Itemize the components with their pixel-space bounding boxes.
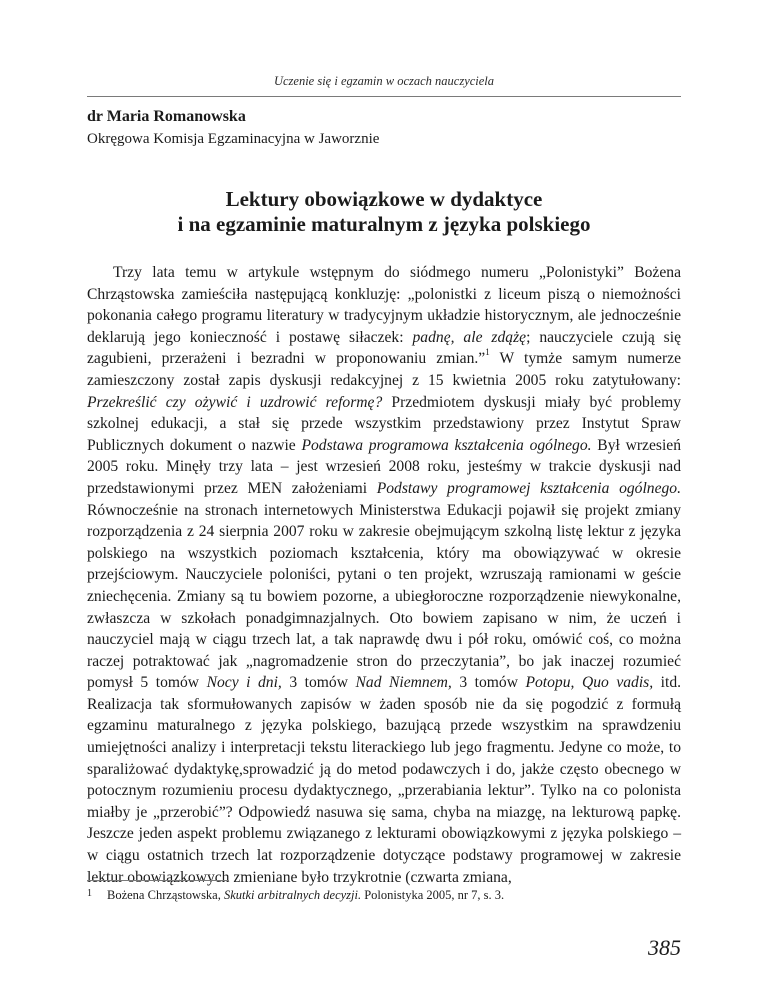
body-text-9: itd. Realizacja tak sformułowanych zapisów w żaden sposób nie da się pogodzić z formułą egzaminu maturalnego z języka polskiego, bazującą przede wszystkim na sprawdzeniu umiejętności analizy i interpretacji tekstu literackiego lub jego fragmentu. Jedyne co może, to sparaliżować dydaktykę,sprowadzić ją do metod podawczych i do, jakże często obecnego w potocznym rozumieniu procesu dydaktycznego, „przerabiania lektur”. Tylko na co polonista miałby je „przerobić”? Odpowiedź nasuwa się sama, chyba na miazgę, na lekturową papkę. Jeszcze jeden aspekt problemu związanego z lekturami obowiązkowymi z języka polskiego – w ciągu ostatnich trzech lat rozporządzenie dotyczące podstawy programowej w zakresie lektur obowiązkowych zmieniane było trzykrotnie (czwarta zmiana, bbox=[87, 674, 682, 886]
footnote bbox=[87, 888, 681, 903]
body-italic-4: Podstawy programowej kształcenia ogólnego. bbox=[376, 479, 681, 497]
body-paragraph bbox=[87, 262, 681, 888]
author-affiliation: Okręgowa Komisja Egzaminacyjna w Jaworznie bbox=[87, 131, 380, 147]
body-text-1: Trzy lata temu w artykule wstępnym do siódmego numeru „Polonistyki” Bożena Chrząstowska zamieściła następującą konkluzję: „polonistki z liceum piszą o niemożności pokonania całego programu literatury w tradycyjnym układzie historycznym, ale jednocześnie deklarują jego konieczność i postawę siłaczek: bbox=[87, 264, 681, 346]
body-italic-1: padnę, ale zdążę bbox=[412, 328, 527, 346]
body-italic-5: Nocy i dni, bbox=[206, 674, 282, 692]
footnote-text-1: Bożena Chrząstowska, bbox=[107, 888, 224, 902]
body-text-8: 3 tomów bbox=[451, 674, 526, 692]
footnote-reference[interactable]: 1 bbox=[485, 347, 490, 358]
footnote-text-2: Polonistyka 2005, nr 7, s. 3. bbox=[361, 888, 505, 902]
header-rule bbox=[87, 96, 681, 97]
body-text-7: 3 tomów bbox=[281, 674, 356, 692]
body-text-6: Równocześnie na stronach internetowych Ministerstwa Edukacji pojawił się projekt zmiany rozporządzenia z 24 sierpnia 2007 roku w zakresie obejmującym szkolną listę lektur z języka polskiego na wszystkich poziomach kształcenia, który ma obowiązywać w okresie przejściowym. Nauczyciele poloniści, pytani o ten projekt, wzruszają ramionami w geście zniechęcenia. Zmiany są tu bowiem pozorne, a ubiegłoroczne rozporządzenie niewykonalne, zwłaszcza w szkołach ponadgimnazjalnych. Oto bowiem zapisano w nim, że uczeń i nauczyciel mają w ciągu trzech lat, a tak naprawdę dwu i pół roku, omówić coś, co można raczej potraktować jak „nagromadzenie stron do przeczytania”, bo jak inaczej rozumieć pomysł 5 tomów bbox=[87, 501, 681, 692]
author-name: dr Maria Romanowska bbox=[87, 108, 246, 125]
title-line-1: Lektury obowiązkowe w dydaktyce bbox=[225, 187, 543, 211]
title-line-2: i na egzaminie maturalnym z języka polskiego bbox=[177, 212, 591, 236]
body-italic-2: Przekreślić czy ożywić i uzdrowić reformę? bbox=[87, 393, 383, 411]
footnote-rule bbox=[87, 880, 229, 881]
article-title bbox=[87, 187, 681, 237]
footnote-italic: Skutki arbitralnych decyzji. bbox=[223, 888, 362, 902]
body-italic-3: Podstawa programowa kształcenia ogólnego. bbox=[301, 436, 592, 454]
page-number: 385 bbox=[648, 935, 681, 960]
running-head: Uczenie się i egzamin w oczach nauczyciela bbox=[273, 74, 495, 88]
body-text-5: Był wrzesień 2005 roku. Minęły trzy lata – jest wrzesień 2008 roku, jesteśmy w trakcie dyskusji nad przedstawionymi przez MEN założeniami bbox=[87, 436, 682, 497]
body-text-3: W tymże samym numerze zamieszczony został zapis dyskusji redakcyjnej z 15 kwietnia 2005 roku zatytułowany: bbox=[87, 350, 682, 389]
body-italic-7: Potopu, Quo vadis, bbox=[525, 674, 654, 692]
body-italic-6: Nad Niemnem, bbox=[355, 674, 452, 692]
body-text-2: ; nauczyciele czują się zagubieni, przerażeni i bezradni w proponowaniu zmian.” bbox=[87, 328, 681, 368]
footnote-number: 1 bbox=[87, 888, 92, 899]
body-text-4: Przedmiotem dyskusji miały być problemy szkolnej edukacji, a stał się przede wszystkim przedstawiony przez Instytut Spraw Publicznych dokument o nazwie bbox=[87, 393, 681, 454]
